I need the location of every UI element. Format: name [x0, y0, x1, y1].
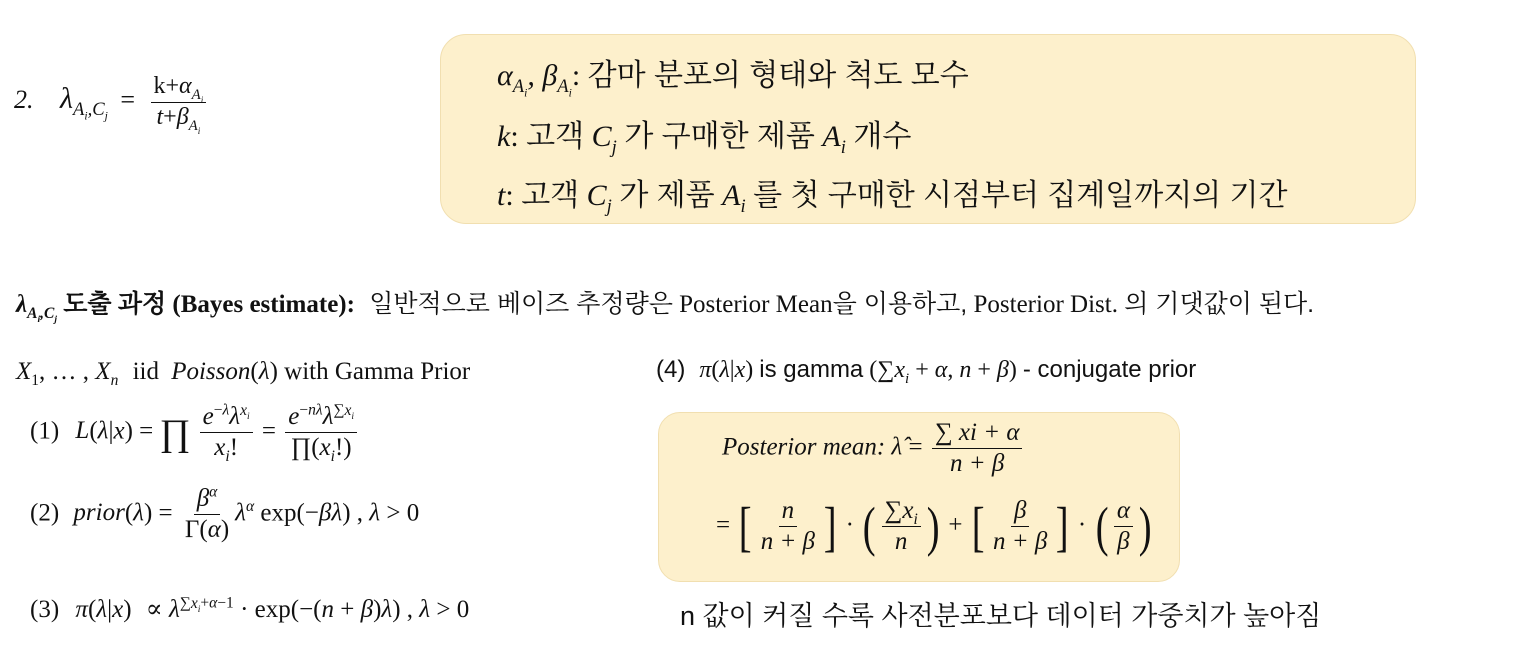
derivation-heading: $\lambda_{A_i,C_j}$ 도출 과정 (Bayes estimate): 일반적으로 베이즈 추정량은 Posterior Mean을 이용하고, Posterior Dist. 의 기댓값이 된다.: [16, 290, 1315, 326]
equation-number: 2.: [14, 85, 34, 115]
equation-2: 2. $\lambda_{A_i,C_j}$ = $\frac{k+\alpha_{A_i}}{t+\beta_{A_i}}$: [14, 74, 209, 131]
derivation-title: 도출 과정 (Bayes estimate):: [63, 291, 355, 318]
lambda-fraction: $\frac{k+\alpha_{A_i}}{t+\beta_{A_i}}$: [151, 74, 207, 131]
step-4-conjugate: (4) π(λ|x) is gamma ($\sum x_i + \alpha$, n + β) - conjugate prior: [656, 356, 1197, 387]
posterior-mean-line-1: Posterior mean: λ̂ = $\frac{\sum xi + \alpha}{n + \beta}$: [722, 420, 1025, 478]
definition-line-t: t: 고객 $C_j$ 가 제품 $A_i$ 를 첫 구매한 시점부터 집계일까지의 기간: [497, 179, 1288, 217]
definition-line-shape-scale: $\alpha_{A_i}$, $\beta_{A_i}$: 감마 분포의 형태와 척도 모수: [497, 59, 969, 100]
definition-line-k: k: 고객 $C_j$ 가 구매한 제품 $A_i$ 개수: [497, 120, 912, 158]
step-3-posterior: (3) $\pi(\lambda|x) \propto \lambda^{\sum x_i+\alpha-1} \cdot \exp(-(n + \beta)\lambda)$ , λ > 0: [30, 594, 470, 623]
posterior-mean-line-2: = [ $\frac{n}{n + \beta}$ ] · ( $\frac{\sum x_i}{n}$ ) + [ $\frac{\beta}{n + \beta}$ ] · ( $\frac{\alpha}{\beta}$ ): [716, 496, 1152, 558]
sample-size-note: n 값이 커질 수록 사전분포보다 데이터 가중치가 높아짐: [680, 601, 1322, 631]
setup-line: $X_1$, … , $X_n$ iid Poisson(λ) with Gamma Prior: [16, 358, 471, 389]
step-1-likelihood: (1) L(λ|x) = ∏ $\frac{e^{-\lambda}\lambda^{x_i}}{x_i!}$ = $\frac{e^{-n\lambda}\lambda^{\sum x_i}}{\prod(x_i!)}$: [30, 404, 360, 462]
step-2-prior: (2) prior(λ) = $\frac{\beta^\alpha}{\Gamma(\alpha)}$ $\lambda^\alpha$ exp(−βλ) , λ > 0: [30, 483, 420, 544]
lambda-symbol: $\lambda_{A_i,C_j}$: [60, 82, 108, 123]
